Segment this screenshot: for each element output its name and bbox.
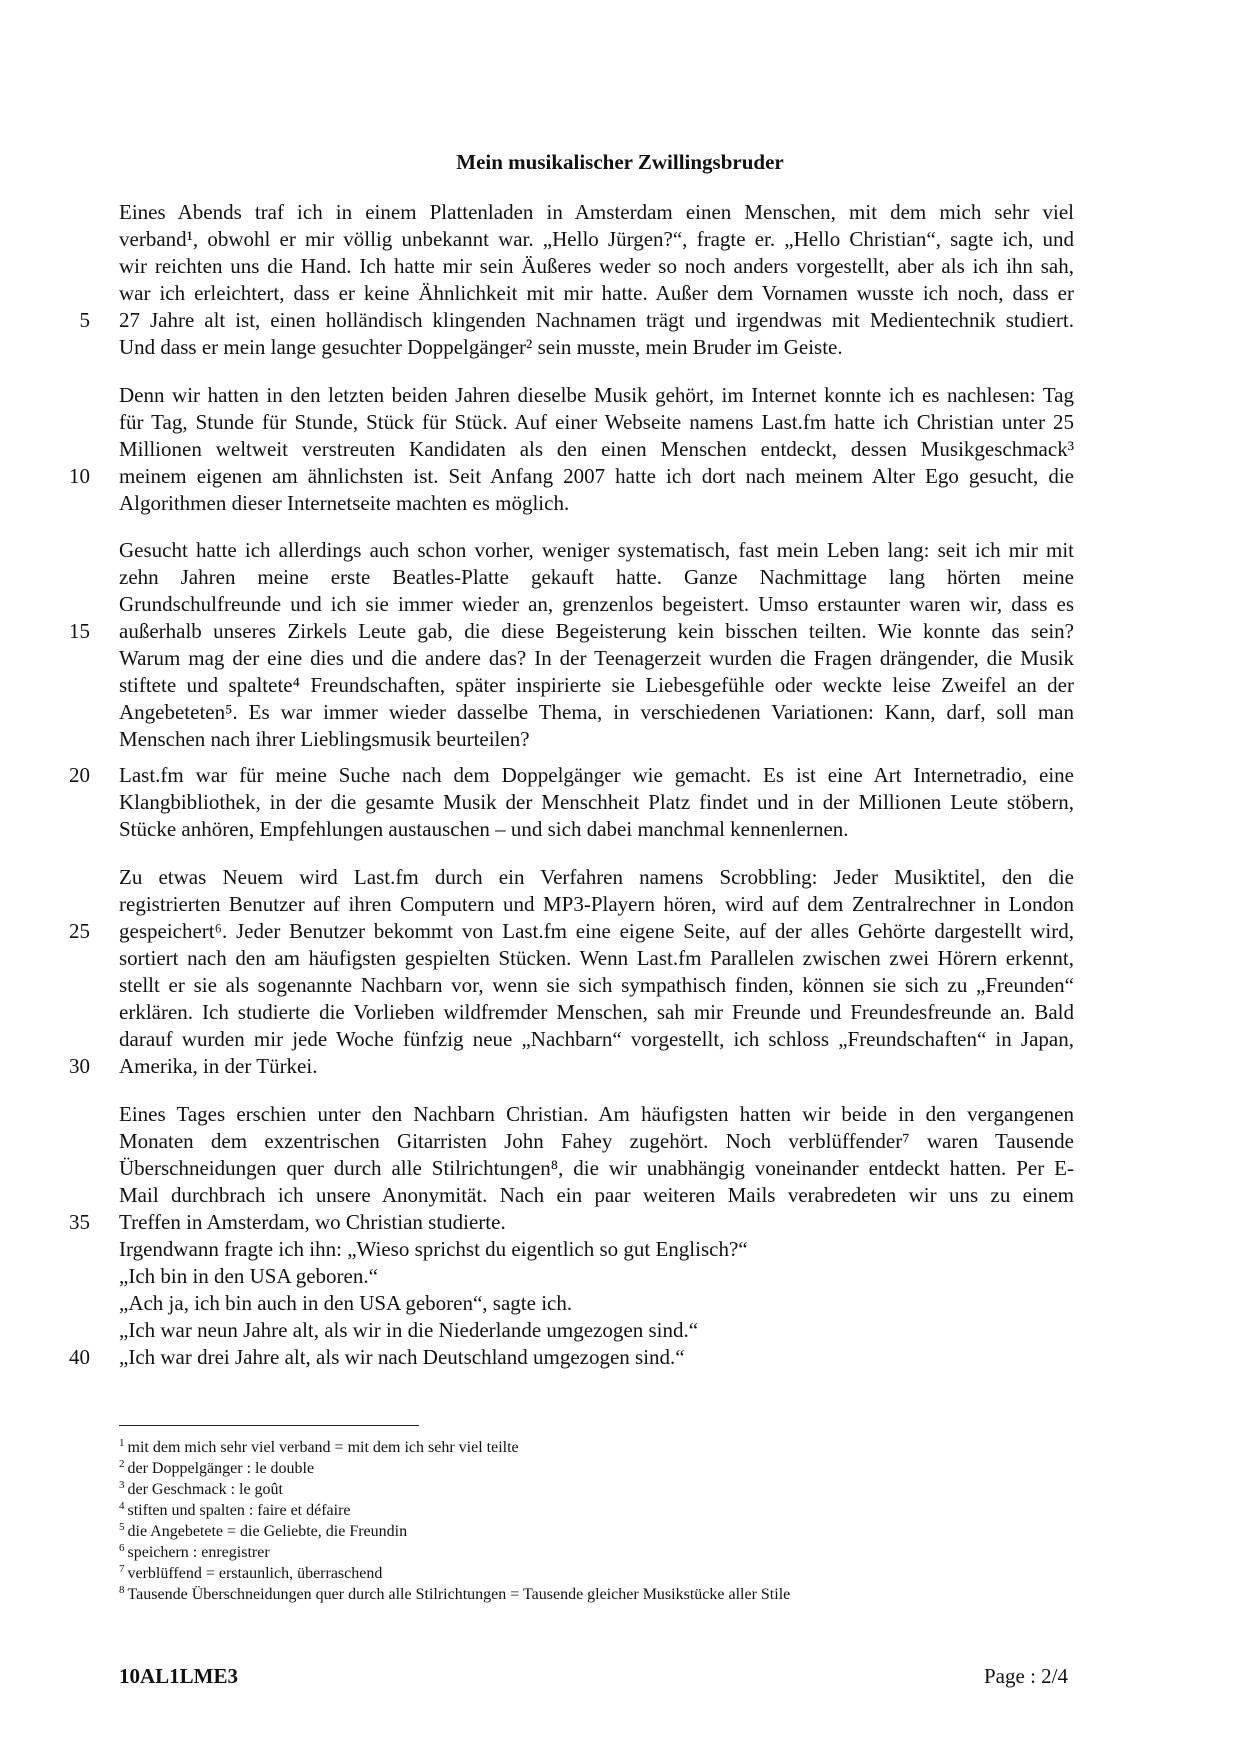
text-line: Mail durchbrach ich unsere Anonymität. Nach ein paar weiteren Mails verabredeten wir uns zu einem — [119, 1183, 1074, 1207]
text-line: war ich erleichtert, dass er keine Ähnlichkeit mit mir hatte. Außer dem Vornamen wusste ich noch, dass er — [119, 281, 1074, 305]
footnote-separator — [119, 1425, 419, 1426]
footnote-number: 6 — [119, 1542, 125, 1554]
text-line: Treffen in Amsterdam, wo Christian studierte. — [119, 1210, 506, 1234]
text-line: Überschneidungen quer durch alle Stilrichtungen⁸, die wir unabhängig voneinander entdeckt hatten. Per E- — [119, 1156, 1074, 1180]
footnote — [119, 1584, 790, 1605]
footnote-text: der Geschmack : le goût — [127, 1481, 283, 1498]
footnote-number: 3 — [119, 1479, 125, 1491]
text-line: Denn wir hatten in den letzten beiden Jahren dieselbe Musik gehört, im Internet konnte ich es nachlesen: Tag — [119, 383, 1074, 407]
footnote-text: der Doppelgänger : le double — [127, 1460, 315, 1477]
footnote-number: 1 — [119, 1437, 125, 1449]
footnote-text: mit dem mich sehr viel verband = mit dem ich sehr viel teilte — [127, 1439, 519, 1456]
text-line: verband¹, obwohl er mir völlig unbekannt war. „Hello Jürgen?“, fragte er. „Hello Christian“, sagte ich, und — [119, 227, 1074, 251]
footnote — [119, 1437, 519, 1458]
text-line: erklären. Ich studierte die Vorlieben wildfremder Menschen, sah mir Freunde und Freundesfreunde an. Bald — [119, 1000, 1074, 1024]
document-title: Mein musikalischer Zwillingsbruder — [456, 150, 784, 174]
footnote-text: stiften und spalten : faire et défaire — [127, 1502, 351, 1519]
text-line: gespeichert⁶. Jeder Benutzer bekommt von Last.fm eine eigene Seite, auf der alles Gehörte dargestellt wird, — [119, 919, 1074, 943]
footnote — [119, 1458, 314, 1479]
text-line: außerhalb unseres Zirkels Leute gab, die diese Begeisterung kein bisschen teilten. Wie konnte das sein? — [119, 619, 1074, 643]
document-code: 10AL1LME3 — [119, 1664, 239, 1688]
text-line: Irgendwann fragte ich ihn: „Wieso sprichst du eigentlich so gut Englisch?“ — [119, 1237, 748, 1261]
footnote-number: 2 — [119, 1458, 125, 1470]
line-number: 20 — [69, 763, 90, 787]
footnote — [119, 1542, 270, 1563]
text-line: zehn Jahren meine erste Beatles-Platte gekauft hatte. Ganze Nachmittage lang hörten meine — [119, 565, 1074, 589]
text-line: wir reichten uns die Hand. Ich hatte mir sein Äußeres weder so noch anders vorgestellt, aber als ich ihn sah, — [119, 254, 1074, 278]
line-number: 15 — [69, 619, 90, 643]
line-number: 10 — [69, 464, 90, 488]
text-line: sortiert nach den am häufigsten gespielten Stücken. Wenn Last.fm Parallelen zwischen zwei Hörern erkennt, — [119, 946, 1074, 970]
text-line: darauf wurden mir jede Woche fünfzig neue „Nachbarn“ vorgestellt, ich schloss „Freundschaften“ in Japan, — [119, 1027, 1074, 1051]
footnote — [119, 1521, 407, 1542]
line-number: 40 — [69, 1345, 90, 1369]
text-line: Menschen nach ihrer Lieblingsmusik beurteilen? — [119, 727, 530, 751]
text-line: 27 Jahre alt ist, einen holländisch klingenden Nachnamen trägt und irgendwas mit Medientechnik studiert. — [119, 308, 1074, 332]
text-line: Amerika, in der Türkei. — [119, 1054, 318, 1078]
text-line: registrierten Benutzer auf ihren Computern und MP3-Playern hören, wird auf dem Zentralrechner in London — [119, 892, 1074, 916]
text-line: Und dass er mein lange gesuchter Doppelgänger² sein musste, mein Bruder im Geiste. — [119, 335, 843, 359]
footnote — [119, 1563, 382, 1584]
text-line: Eines Abends traf ich in einem Plattenladen in Amsterdam einen Menschen, mit dem mich sehr viel — [119, 200, 1074, 224]
text-line: Millionen weltweit verstreuten Kandidaten als den einen Menschen entdeckt, dessen Musikgeschmack³ — [119, 437, 1074, 461]
text-line: Monaten dem exzentrischen Gitarristen John Fahey zugehört. Noch verblüffender⁷ waren Tausende — [119, 1129, 1074, 1153]
page-number: Page : 2/4 — [984, 1664, 1068, 1688]
text-line: „Ich war neun Jahre alt, als wir in die Niederlande umgezogen sind.“ — [119, 1318, 699, 1342]
footnote-number: 8 — [119, 1584, 125, 1596]
footnote-text: verblüffend = erstaunlich, überraschend — [127, 1565, 383, 1582]
footnote-number: 4 — [119, 1500, 125, 1512]
text-line: Grundschulfreunde und ich sie immer wieder an, grenzenlos begeistert. Umso erstaunter waren wir, dass es — [119, 592, 1074, 616]
text-line: „Ich bin in den USA geboren.“ — [119, 1264, 378, 1288]
footnote-text: Tausende Überschneidungen quer durch alle Stilrichtungen = Tausende gleicher Musikstücke aller Stile — [127, 1586, 791, 1603]
footnote — [119, 1479, 283, 1500]
text-line: Klangbibliothek, in der die gesamte Musik der Menschheit Platz findet und in der Millionen Leute stöbern, — [119, 790, 1074, 814]
text-line: Zu etwas Neuem wird Last.fm durch ein Verfahren namens Scrobbling: Jeder Musiktitel, den die — [119, 865, 1074, 889]
line-number: 25 — [69, 919, 90, 943]
text-line: Gesucht hatte ich allerdings auch schon vorher, weniger systematisch, fast mein Leben lang: seit ich mir mit — [119, 538, 1074, 562]
text-line: stiftete und spaltete⁴ Freundschaften, später inspirierte sie Liebesgefühle oder weckte leise Zweifel an der — [119, 673, 1074, 697]
text-line: für Tag, Stunde für Stunde, Stück für Stück. Auf einer Webseite namens Last.fm hatte ich Christian unter 25 — [119, 410, 1074, 434]
text-line: Warum mag der eine dies und die andere das? In der Teenagerzeit wurden die Fragen drängender, die Musik — [119, 646, 1074, 670]
text-line: Stücke anhören, Empfehlungen austauschen – und sich dabei manchmal kennenlernen. — [119, 817, 849, 841]
text-line: stellt er sie als sogenannte Nachbarn vor, wenn sie sich sympathisch finden, können sie sich zu „Freunden“ — [119, 973, 1074, 997]
line-number: 5 — [79, 308, 90, 332]
text-line: Last.fm war für meine Suche nach dem Doppelgänger wie gemacht. Es ist eine Art Internetradio, eine — [119, 763, 1074, 787]
footnote-number: 5 — [119, 1521, 125, 1533]
text-line: „Ich war drei Jahre alt, als wir nach Deutschland umgezogen sind.“ — [119, 1345, 685, 1369]
line-number: 30 — [69, 1054, 90, 1078]
footnote-text: speichern : enregistrer — [127, 1544, 270, 1561]
text-line: „Ach ja, ich bin auch in den USA geboren“, sagte ich. — [119, 1291, 573, 1315]
text-line: meinem eigenen am ähnlichsten ist. Seit Anfang 2007 hatte ich dort nach meinem Alter Ego gesucht, die — [119, 464, 1074, 488]
text-line: Algorithmen dieser Internetseite machten es möglich. — [119, 491, 570, 515]
text-line: Angebeteten⁵. Es war immer wieder dasselbe Thema, in verschiedenen Variationen: Kann, darf, soll man — [119, 700, 1074, 724]
footnote-text: die Angebetete = die Geliebte, die Freundin — [127, 1523, 408, 1540]
footnote — [119, 1500, 351, 1521]
footnote-number: 7 — [119, 1563, 125, 1575]
text-line: Eines Tages erschien unter den Nachbarn Christian. Am häufigsten hatten wir beide in den vergangenen — [119, 1102, 1074, 1126]
line-number: 35 — [69, 1210, 90, 1234]
